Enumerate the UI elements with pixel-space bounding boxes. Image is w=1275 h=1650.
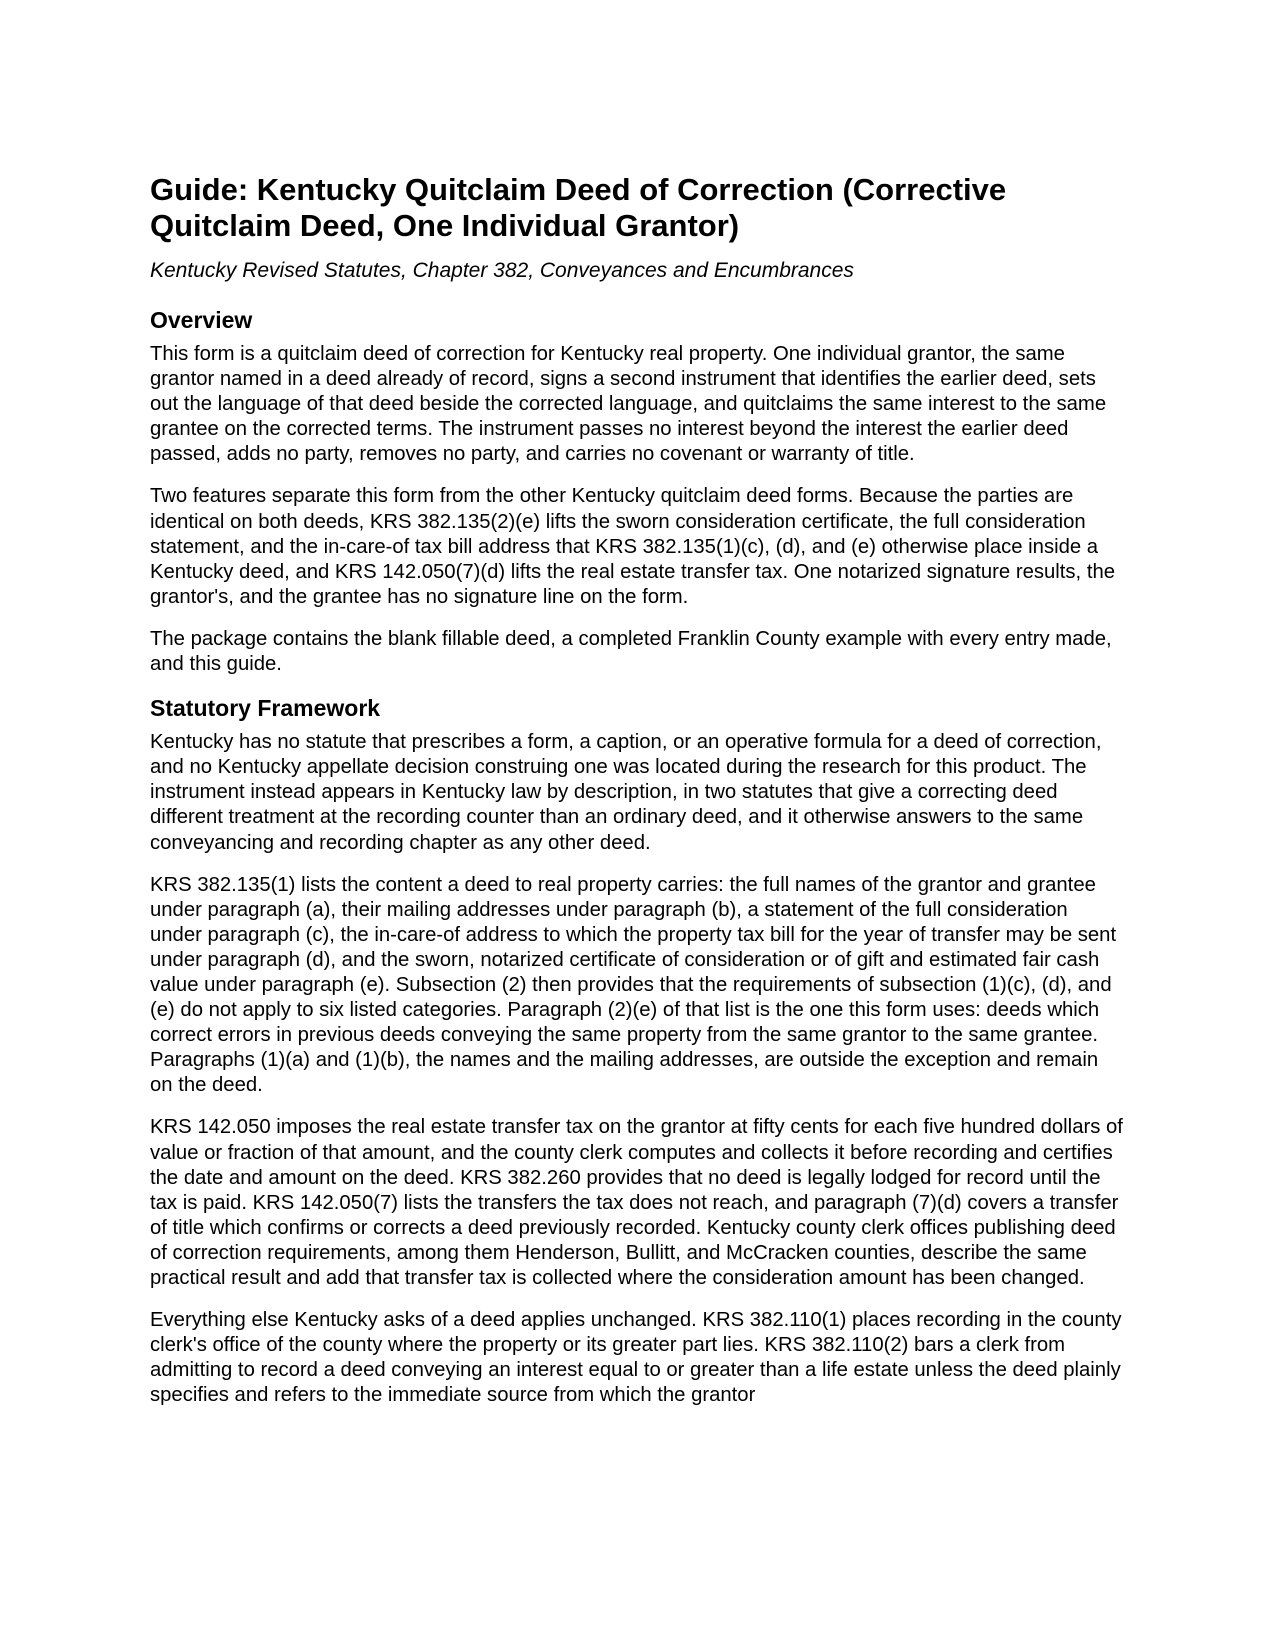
section-heading: Overview: [150, 307, 253, 333]
paragraph: The package contains the blank fillable deed, a completed Franklin County example with every entry made, and this guide.: [150, 627, 1112, 676]
document-subtitle: Kentucky Revised Statutes, Chapter 382, Conveyances and Encumbrances: [150, 259, 854, 282]
paragraph: KRS 382.135(1) lists the content a deed to real property carries: the full names of the grantor and grantee under paragraph (a), their mailing addresses under paragraph (b), a statement of the full consideration under paragraph (c), the in-care-of address to which the property tax bill for the year of transfer may be sent under paragraph (d), and the sworn, notarized certificate of consideration or of gift and estimated fair cash value under paragraph (e). Subsection (2) then provides that the requirements of subsection (1)(c), (d), and (e) do not apply to six listed categories. Paragraph (2)(e) of that list is the one this form uses: deeds which correct errors in previous deeds conveying the same property from the same grantor to the same grantee. Paragraphs (1)(a) and (1)(b), the names and the mailing addresses, are outside the exception and remain on the deed.: [150, 873, 1117, 1097]
document-page: [150, 172, 1125, 1425]
document-title: Guide: Kentucky Quitclaim Deed of Correction (Corrective Quitclaim Deed, One Individual Grantor): [150, 172, 1007, 243]
paragraph: This form is a quitclaim deed of correction for Kentucky real property. One individual grantor, the same grantor named in a deed already of record, signs a second instrument that identifies the earlier deed, sets out the language of that deed beside the corrected language, and quitclaims the same interest to the same grantee on the corrected terms. The instrument passes no interest beyond the interest the earlier deed passed, adds no party, removes no party, and carries no covenant or warranty of title.: [150, 343, 1107, 466]
section-heading: Statutory Framework: [150, 695, 381, 722]
paragraph: Two features separate this form from the other Kentucky quitclaim deed forms. Because the parties are identical on both deeds, KRS 382.135(2)(e) lifts the sworn consideration certificate, the full consideration statement, and the in-care-of tax bill address that KRS 382.135(1)(c), (d), and (e) otherwise place inside a Kentucky deed, and KRS 142.050(7)(d) lifts the real estate transfer tax. One notarized signature results, the grantor's, and the grantee has no signature line on the form.: [150, 485, 1116, 608]
section-statutory-framework: [150, 694, 1125, 1408]
paragraph: Everything else Kentucky asks of a deed applies unchanged. KRS 382.110(1) places recording in the county clerk's office of the county where the property or its greater part lies. KRS 382.110(2) bars a clerk from admitting to record a deed conveying an interest equal to or greater than a life estate unless the deed plainly specifies and refers to the immediate source from which the grantor: [150, 1309, 1122, 1407]
section-overview: [150, 306, 1125, 677]
paragraph: Kentucky has no statute that prescribes a form, a caption, or an operative formula for a deed of correction, and no Kentucky appellate decision construing one was located during the research for this product. The instrument instead appears in Kentucky law by description, in two statutes that give a correcting deed different treatment at the recording counter than an ordinary deed, and it otherwise answers to the same conveyancing and recording chapter as any other deed.: [150, 731, 1102, 854]
paragraph: KRS 142.050 imposes the real estate transfer tax on the grantor at fifty cents for each five hundred dollars of value or fraction of that amount, and the county clerk computes and collects it before recording and certifies the date and amount on the deed. KRS 382.260 provides that no deed is legally lodged for record until the tax is paid. KRS 142.050(7) lists the transfers the tax does not reach, and paragraph (7)(d) covers a transfer of title which confirms or corrects a deed previously recorded. Kentucky county clerk offices publishing deed of correction requirements, among them Henderson, Bullitt, and McCracken counties, describe the same practical result and add that transfer tax is collected where the consideration amount has been changed.: [150, 1116, 1123, 1289]
